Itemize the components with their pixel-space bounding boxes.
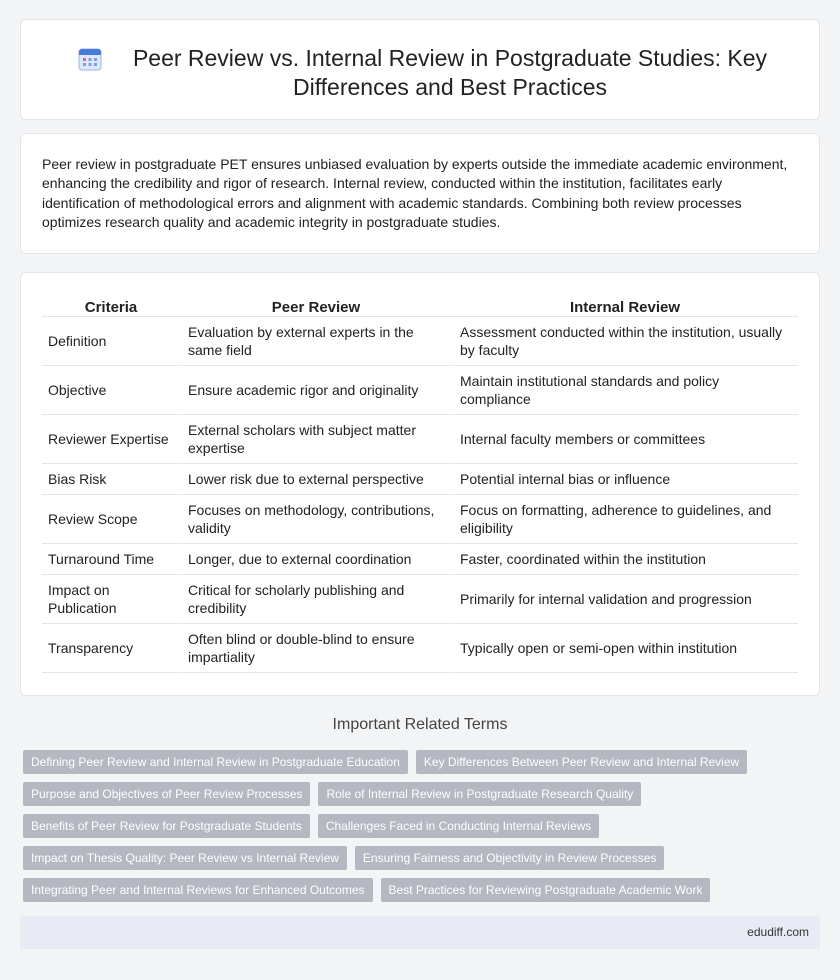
peer-review-cell: Focuses on methodology, contributions, validity — [180, 495, 452, 544]
related-terms-row — [23, 814, 599, 838]
peer-review-cell: Lower risk due to external perspective — [180, 464, 452, 495]
internal-review-cell: Assessment conducted within the institution, usually by faculty — [452, 317, 798, 366]
table-row — [42, 575, 798, 624]
criteria-cell: Reviewer Expertise — [42, 415, 180, 464]
table-row — [42, 544, 798, 575]
table-row — [42, 366, 798, 415]
internal-review-cell: Internal faculty members or committees — [452, 415, 798, 464]
comparison-table — [42, 290, 798, 673]
page-title: Peer Review vs. Internal Review in Postgraduate Studies: Key Differences and Best Practices — [132, 45, 768, 100]
related-term-tag[interactable]: Defining Peer Review and Internal Review in Postgraduate Education — [23, 750, 408, 774]
criteria-cell: Turnaround Time — [42, 544, 180, 575]
criteria-cell: Definition — [42, 317, 180, 366]
column-header-peer-review: Peer Review — [180, 290, 452, 317]
related-term-tag[interactable]: Challenges Faced in Conducting Internal Reviews — [318, 814, 599, 838]
table-row — [42, 495, 798, 544]
related-terms-row — [23, 878, 710, 902]
related-terms-row — [23, 782, 641, 806]
peer-review-cell: Longer, due to external coordination — [180, 544, 452, 575]
internal-review-cell: Maintain institutional standards and policy compliance — [452, 366, 798, 415]
related-term-tag[interactable]: Key Differences Between Peer Review and Internal Review — [416, 750, 747, 774]
comparison-table-card — [20, 272, 820, 696]
internal-review-cell: Potential internal bias or influence — [452, 464, 798, 495]
criteria-cell: Impact on Publication — [42, 575, 180, 624]
peer-review-cell: Critical for scholarly publishing and credibility — [180, 575, 452, 624]
summary-paragraph: Peer review in postgraduate PET ensures unbiased evaluation by experts outside the immediate academic environment, enhancing the credibility and rigor of research. Internal review, conducted within the institution, facilitates early identification of methodological errors and alignment with academic standards. Combining both review processes optimizes research quality and academic integrity in postgraduate studies. — [42, 156, 788, 231]
related-term-tag[interactable]: Purpose and Objectives of Peer Review Processes — [23, 782, 310, 806]
criteria-cell: Transparency — [42, 624, 180, 673]
table-row — [42, 415, 798, 464]
footer — [20, 916, 820, 949]
related-terms-heading: Important Related Terms — [332, 716, 508, 733]
internal-review-cell: Primarily for internal validation and progression — [452, 575, 798, 624]
calendar-icon — [77, 46, 103, 72]
internal-review-cell: Faster, coordinated within the institution — [452, 544, 798, 575]
internal-review-cell: Focus on formatting, adherence to guidelines, and eligibility — [452, 495, 798, 544]
table-header-row — [42, 290, 798, 317]
related-terms-row — [23, 750, 747, 774]
summary-card — [20, 133, 820, 254]
table-row — [42, 317, 798, 366]
table-row — [42, 464, 798, 495]
title-card — [20, 19, 820, 120]
peer-review-cell: Evaluation by external experts in the same field — [180, 317, 452, 366]
criteria-cell: Review Scope — [42, 495, 180, 544]
related-term-tag[interactable]: Benefits of Peer Review for Postgraduate Students — [23, 814, 310, 838]
related-terms-row — [23, 846, 664, 870]
related-term-tag[interactable]: Ensuring Fairness and Objectivity in Review Processes — [355, 846, 664, 870]
column-header-internal-review: Internal Review — [452, 290, 798, 317]
related-term-tag[interactable]: Role of Internal Review in Postgraduate Research Quality — [318, 782, 641, 806]
related-term-tag[interactable]: Integrating Peer and Internal Reviews for Enhanced Outcomes — [23, 878, 373, 902]
related-term-tag[interactable]: Best Practices for Reviewing Postgraduate Academic Work — [381, 878, 711, 902]
table-row — [42, 624, 798, 673]
criteria-cell: Objective — [42, 366, 180, 415]
column-header-criteria: Criteria — [42, 290, 180, 317]
peer-review-cell: Often blind or double-blind to ensure impartiality — [180, 624, 452, 673]
footer-site-link[interactable]: edudiff.com — [747, 925, 809, 939]
criteria-cell: Bias Risk — [42, 464, 180, 495]
peer-review-cell: External scholars with subject matter expertise — [180, 415, 452, 464]
related-term-tag[interactable]: Impact on Thesis Quality: Peer Review vs Internal Review — [23, 846, 347, 870]
peer-review-cell: Ensure academic rigor and originality — [180, 366, 452, 415]
internal-review-cell: Typically open or semi-open within institution — [452, 624, 798, 673]
